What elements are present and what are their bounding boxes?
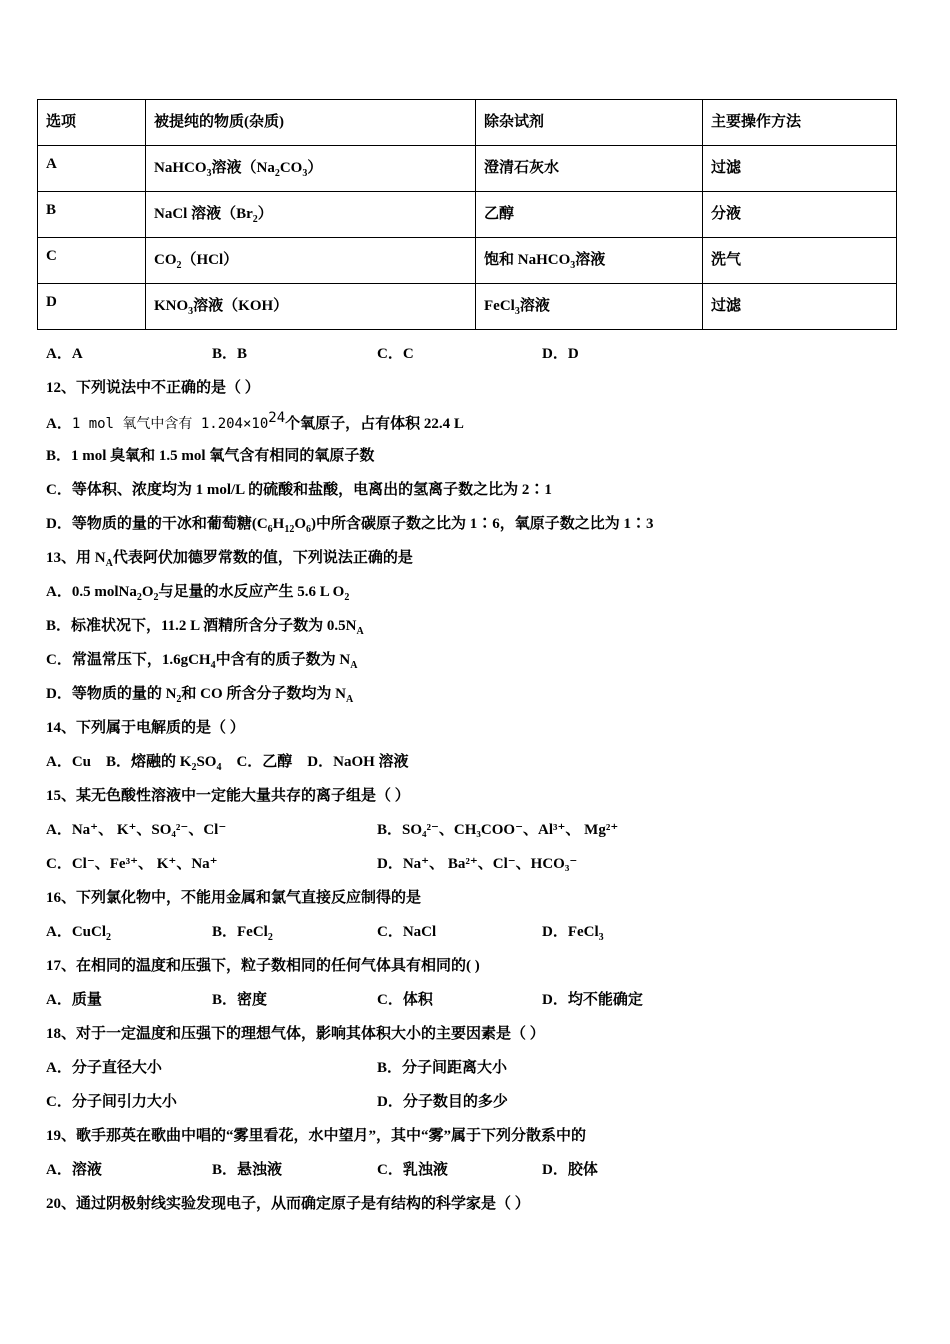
table-cell: 乙醇 xyxy=(476,192,703,238)
answer-option: D．均不能确定 xyxy=(542,992,643,1008)
question-stem: 14、下列属于电解质的是（ ） xyxy=(46,720,245,736)
answer-option: B．FeCl$_2$ xyxy=(212,924,273,943)
answer-option: B．B xyxy=(212,346,248,362)
table-header: 主要操作方法 xyxy=(703,100,897,146)
table-row xyxy=(38,192,897,238)
answer-option: A．0.5 $molNa_2O_2$与足量的水反应产生 5.6 L $O_2$ xyxy=(46,584,350,603)
answer-option: C．NaCl xyxy=(377,924,437,940)
answer-option: C．体积 xyxy=(377,992,433,1008)
answer-option: A．Na⁺、 K⁺、SO₄²⁻、Cl⁻ xyxy=(46,822,227,838)
answer-option: D．D xyxy=(542,346,579,362)
question-stem: 16、下列氯化物中，不能用金属和氯气直接反应制得的是 xyxy=(46,890,422,906)
question-stem: 18、对于一定温度和压强下的理想气体，影响其体积大小的主要因素是（ ） xyxy=(46,1026,545,1042)
question-stem: 13、用 $N_A$代表阿伏加德罗常数的值，下列说法正确的是 xyxy=(46,550,413,569)
table-header: 选项 xyxy=(38,100,146,146)
table-cell: B xyxy=(38,192,146,238)
question-stem: 19、歌手那英在歌曲中唱的“雾里看花，水中望月”，其中“雾”属于下列分散系中的 xyxy=(46,1128,587,1144)
answer-option: C．分子间引力大小 xyxy=(46,1094,177,1110)
table-row xyxy=(38,284,897,330)
answer-options-row: A．Cu B．熔融的 $K_2SO_4$ C．乙醇 D．NaOH 溶液 xyxy=(46,754,409,773)
table-cell: FeCl$_3$溶液 xyxy=(476,284,703,330)
answer-option: D．FeCl$_3$ xyxy=(542,924,604,943)
question-stem: 12、下列说法中不正确的是（ ） xyxy=(46,380,260,396)
answer-option: D．等物质的量的干冰和葡萄糖$(C_6H_{12}O_6)$中所含碳原子数之比为 1∶6，氧原子数之比为 1∶3 xyxy=(46,516,654,535)
table-cell: 过滤 xyxy=(703,146,897,192)
answer-option: B．SO₄²⁻、CH₃COO⁻、Al³⁺、 Mg²⁺ xyxy=(377,822,619,838)
answer-option: B．标准状况下，11.2 L 酒精所含分子数为 $0.5N_A$ xyxy=(46,618,364,637)
answer-option: B．分子间距离大小 xyxy=(377,1060,508,1076)
answer-option: A．A xyxy=(46,346,83,362)
answer-option: D．分子数目的多少 xyxy=(377,1094,508,1110)
table-cell: 澄清石灰水 xyxy=(476,146,703,192)
answer-option: B．密度 xyxy=(212,992,268,1008)
table-cell: $KNO_3$溶液（KOH） xyxy=(146,284,476,330)
answer-option: C．等体积、浓度均为 1 mol/L 的硫酸和盐酸，电离出的氢离子数之比为 2∶1 xyxy=(46,482,552,498)
table-cell: 分液 xyxy=(703,192,897,238)
question-stem: 20、通过阴极射线实验发现电子，从而确定原子是有结构的科学家是（ ） xyxy=(46,1196,530,1212)
answer-option: A．溶液 xyxy=(46,1162,102,1178)
table-cell: 洗气 xyxy=(703,238,897,284)
table-cell: NaCl 溶液$(Br_2)$ xyxy=(146,192,476,238)
purification-table xyxy=(37,99,897,330)
answer-option: A．质量 xyxy=(46,992,102,1008)
table-cell: 过滤 xyxy=(703,284,897,330)
table-cell: D xyxy=(38,284,146,330)
answer-option: A．分子直径大小 xyxy=(46,1060,162,1076)
answer-option: B．1 mol 臭氧和 1.5 mol 氧气含有相同的氧原子数 xyxy=(46,448,375,464)
answer-option: C．Cl⁻、Fe³⁺、 K⁺、Na⁺ xyxy=(46,856,218,872)
answer-option: B．悬浊液 xyxy=(212,1162,283,1178)
answer-option: C．C xyxy=(377,346,414,362)
table-header-row xyxy=(38,100,897,146)
answer-option: D．Na⁺、 Ba²⁺、Cl⁻、HCO₃⁻ xyxy=(377,856,578,872)
answer-option: A．CuCl$_2$ xyxy=(46,924,112,943)
table-header: 被提纯的物质(杂质) xyxy=(146,100,476,146)
answer-option: D．胶体 xyxy=(542,1162,598,1178)
table-header: 除杂试剂 xyxy=(476,100,703,146)
table-row xyxy=(38,238,897,284)
answer-option: C．常温常压下，1.6gCH$_4$中含有的质子数为 $N_A$ xyxy=(46,652,358,671)
table-cell: C xyxy=(38,238,146,284)
answer-option: C．乳浊液 xyxy=(377,1162,448,1178)
table-cell: NaHCO$_3$溶液$(Na_2CO_3)$ xyxy=(146,146,476,192)
table-cell: A xyxy=(38,146,146,192)
answer-option: D．等物质的量的 $N_2$和 CO 所含分子数均为 $N_A$ xyxy=(46,686,354,705)
question-stem: 15、某无色酸性溶液中一定能大量共存的离子组是（ ） xyxy=(46,788,410,804)
table-cell: 饱和 NaHCO$_3$溶液 xyxy=(476,238,703,284)
answer-option: A．1 mol 氧气中含有 $1.204\times 10^{24}$个氧原子，占有体积 22.4 L xyxy=(46,410,464,432)
table-row xyxy=(38,146,897,192)
table-cell: $CO_2(HCl)$ xyxy=(146,238,476,284)
question-stem: 17、在相同的温度和压强下，粒子数相同的任何气体具有相同的( ) xyxy=(46,958,480,974)
